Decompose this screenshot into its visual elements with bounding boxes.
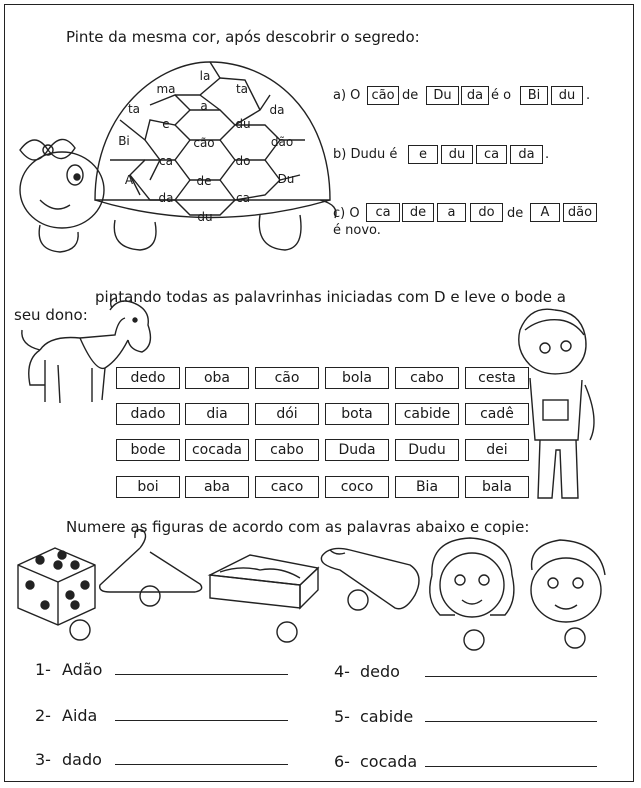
connector-word: é o: [491, 88, 512, 103]
shell-word: da: [158, 191, 174, 205]
word-cell[interactable]: cadê: [465, 403, 529, 425]
word-cell[interactable]: bota: [325, 403, 389, 425]
word-cell[interactable]: bola: [325, 367, 389, 389]
answer-line[interactable]: [425, 721, 597, 722]
word-cell[interactable]: dia: [185, 403, 249, 425]
connector-word: de: [402, 88, 419, 103]
word-cell[interactable]: dedo: [116, 367, 180, 389]
word-box[interactable]: cão: [367, 86, 399, 105]
word-cell[interactable]: cabide: [395, 403, 459, 425]
sentence-c-label: c) O: [333, 206, 360, 221]
word-cell[interactable]: bode: [116, 439, 180, 461]
word-cell[interactable]: coco: [325, 476, 389, 498]
shell-word: da: [269, 103, 285, 117]
word-cell[interactable]: cabo: [395, 367, 459, 389]
shell-word: ta: [127, 102, 141, 116]
word-cell[interactable]: caco: [255, 476, 319, 498]
shell-word: a: [200, 99, 208, 113]
word-cell[interactable]: cesta: [465, 367, 529, 389]
word-cell[interactable]: cabo: [255, 439, 319, 461]
word-cell[interactable]: boi: [116, 476, 180, 498]
word-cell[interactable]: oba: [185, 367, 249, 389]
word-box[interactable]: dão: [563, 203, 597, 222]
word-box[interactable]: ca: [476, 145, 507, 164]
word-cell[interactable]: dado: [116, 403, 180, 425]
word-cell[interactable]: dói: [255, 403, 319, 425]
item-5-number: 5-: [334, 707, 350, 726]
item-5-word: cabide: [360, 707, 414, 726]
item-1-number: 1-: [35, 660, 51, 679]
item-3-number: 3-: [35, 750, 51, 769]
shell-word: ma: [156, 82, 176, 96]
answer-line[interactable]: [115, 720, 288, 721]
word-cell[interactable]: cocada: [185, 439, 249, 461]
sentence-b-label: b) Dudu é: [333, 147, 398, 162]
word-box[interactable]: ca: [366, 203, 400, 222]
shell-word: Bi: [118, 134, 130, 148]
answer-line[interactable]: [425, 676, 597, 677]
shell-word: do: [235, 154, 251, 168]
shell-word: ta: [235, 82, 249, 96]
word-cell[interactable]: aba: [185, 476, 249, 498]
word-box[interactable]: da: [510, 145, 543, 164]
word-box[interactable]: du: [551, 86, 583, 105]
shell-word: de: [196, 174, 212, 188]
shell-word: du: [197, 210, 213, 224]
word-cell[interactable]: Dudu: [395, 439, 459, 461]
period: .: [586, 88, 591, 103]
item-2-word: Aida: [62, 706, 98, 725]
word-box[interactable]: de: [402, 203, 434, 222]
answer-line[interactable]: [115, 674, 288, 675]
item-1-word: Adão: [62, 660, 103, 679]
word-box[interactable]: a: [437, 203, 466, 222]
word-box[interactable]: do: [470, 203, 503, 222]
shell-word: e: [162, 117, 170, 131]
shell-word: du: [235, 117, 251, 131]
section1-title: Pinte da mesma cor, após descobrir o segredo:: [66, 28, 420, 46]
shell-word: dão: [270, 135, 294, 149]
word-box[interactable]: A: [530, 203, 560, 222]
item-4-word: dedo: [360, 662, 400, 681]
item-6-word: cocada: [360, 752, 418, 771]
word-cell[interactable]: Duda: [325, 439, 389, 461]
shell-word: A: [124, 173, 134, 187]
item-4-number: 4-: [334, 662, 350, 681]
item-6-number: 6-: [334, 752, 350, 771]
shell-word: cão: [193, 136, 215, 150]
answer-line[interactable]: [115, 764, 288, 765]
item-3-word: dado: [62, 750, 102, 769]
word-cell[interactable]: dei: [465, 439, 529, 461]
section3-title: Numere as figuras de acordo com as palavras abaixo e copie:: [66, 518, 530, 536]
word-box[interactable]: du: [441, 145, 473, 164]
word-box[interactable]: Du: [426, 86, 459, 105]
word-cell[interactable]: Bia: [395, 476, 459, 498]
word-cell[interactable]: cão: [255, 367, 319, 389]
sentence-c-tail: é novo.: [333, 223, 381, 238]
word-box[interactable]: e: [408, 145, 438, 164]
section2-intro: pintando todas as palavrinhas iniciadas com D e leve o bode a: [95, 288, 566, 306]
sentence-a-label: a) O: [333, 88, 361, 103]
period: .: [545, 147, 550, 162]
word-box[interactable]: da: [461, 86, 489, 105]
shell-word: Du: [277, 172, 295, 186]
shell-word: ca: [236, 191, 250, 205]
connector-word: de: [507, 206, 524, 221]
word-box[interactable]: Bi: [520, 86, 548, 105]
shell-word: la: [199, 69, 211, 83]
item-2-number: 2-: [35, 706, 51, 725]
shell-word: ca: [159, 154, 173, 168]
word-cell[interactable]: bala: [465, 476, 529, 498]
answer-line[interactable]: [425, 766, 597, 767]
section2-intro-2: seu dono:: [14, 306, 88, 324]
